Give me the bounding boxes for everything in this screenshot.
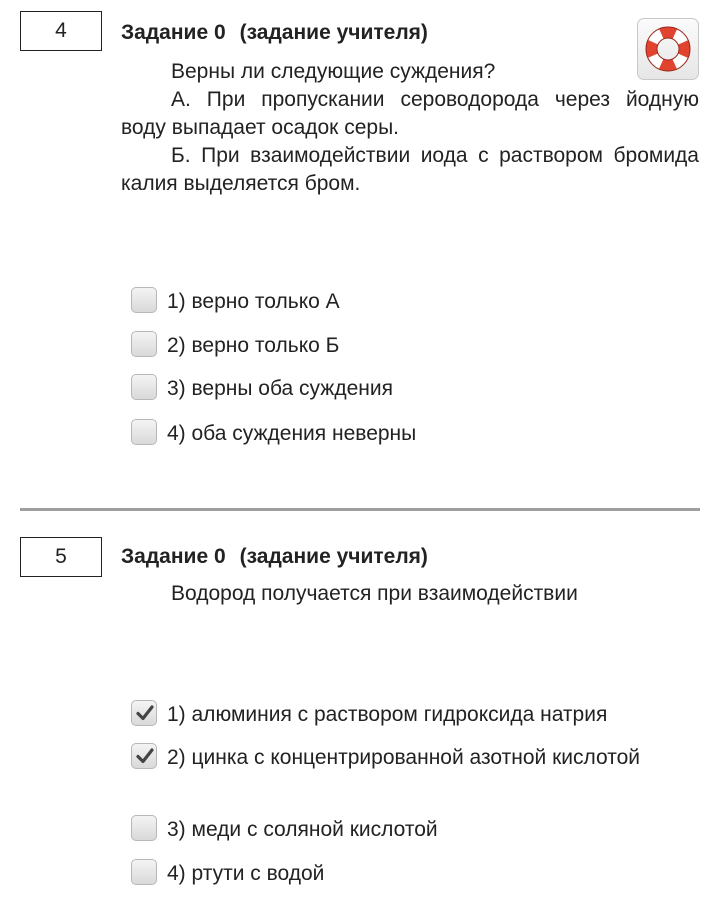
question-text bbox=[121, 580, 699, 608]
answer-option-1[interactable] bbox=[121, 703, 701, 743]
option-label: 1) алюминия с раствором гидроксида натрия bbox=[167, 703, 608, 726]
question-number: 5 bbox=[20, 537, 102, 577]
question-heading bbox=[121, 21, 428, 45]
option-label: 3) меди с соляной кислотой bbox=[167, 818, 438, 841]
question-number: 4 bbox=[20, 11, 102, 51]
answer-option-1[interactable] bbox=[121, 290, 701, 330]
answer-option-2[interactable] bbox=[121, 334, 701, 374]
task-source: (задание учителя) bbox=[239, 545, 428, 568]
answer-option-2[interactable] bbox=[121, 746, 701, 786]
question-prompt: Водород получается при взаимодействии bbox=[171, 582, 578, 605]
option-label: 2) верно только Б bbox=[167, 334, 340, 357]
option-label: 3) верны оба суждения bbox=[167, 377, 393, 400]
statement-a: А. При пропускании сероводорода через йодную воду выпадает осадок серы. bbox=[121, 88, 699, 139]
question-divider bbox=[20, 508, 700, 511]
answer-option-4[interactable] bbox=[121, 422, 701, 462]
task-label: Задание 0 bbox=[121, 545, 226, 568]
task-label: Задание 0 bbox=[121, 21, 226, 44]
answer-option-3[interactable] bbox=[121, 818, 701, 858]
task-source: (задание учителя) bbox=[239, 21, 428, 44]
answer-option-3[interactable] bbox=[121, 377, 701, 417]
question-heading bbox=[121, 545, 428, 569]
option-label: 2) цинка с концентрированной азотной кислотой bbox=[167, 746, 640, 769]
statement-b: Б. При взаимодействии иода с раствором бромида калия выделяется бром. bbox=[121, 144, 699, 195]
option-label: 4) ртути с водой bbox=[167, 862, 325, 885]
question-text bbox=[121, 58, 699, 198]
answer-option-4[interactable] bbox=[121, 862, 701, 902]
option-label: 4) оба суждения неверны bbox=[167, 422, 417, 445]
option-label: 1) верно только А bbox=[167, 290, 340, 313]
question-prompt: Верны ли следующие суждения? bbox=[171, 60, 496, 83]
